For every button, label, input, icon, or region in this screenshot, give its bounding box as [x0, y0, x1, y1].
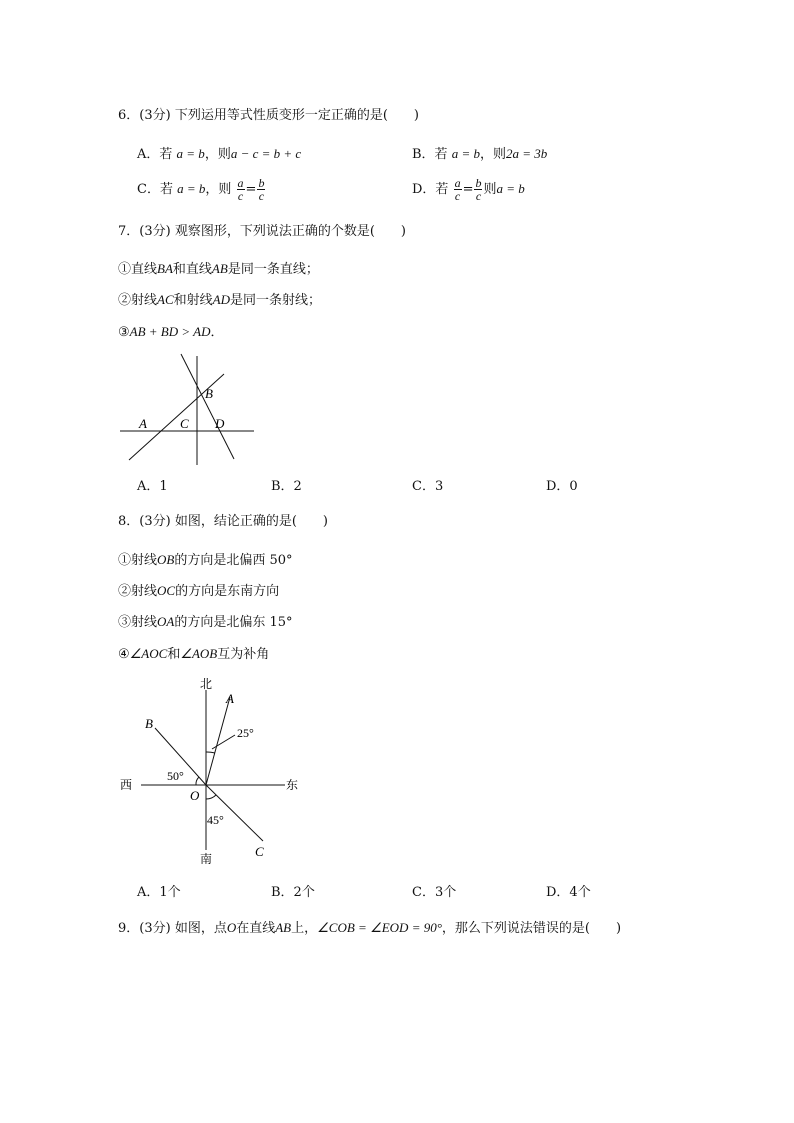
q8-label-south: 南	[200, 852, 213, 866]
q8-figure	[116, 672, 306, 872]
q6-d-label: D．若	[412, 182, 449, 197]
q7-statement-2: ②射线AC和射线AD是同一条射线；	[118, 292, 322, 308]
q8-ray-oa	[206, 697, 230, 785]
q8-pointer-25	[212, 735, 235, 749]
q7-label-c: C	[180, 416, 189, 431]
q8-label-45: 45°	[207, 813, 224, 827]
q6-option-b	[412, 146, 547, 163]
q8-label-west: 西	[120, 778, 133, 792]
q8-statement-2: ②射线OC的方向是东南方向	[118, 583, 280, 599]
q8-label-b: B	[145, 716, 153, 731]
q7-statement-3: ③AB + BD > AD．	[118, 324, 224, 340]
q7-label-b: B	[205, 386, 213, 401]
q6-b-result: 2a = 3b	[506, 146, 548, 161]
q6-b-cond: a = b	[451, 146, 480, 161]
q8-label-a: A	[226, 691, 234, 706]
q6-d-eq: =	[462, 182, 474, 197]
q7-option-c: C．3	[412, 479, 444, 494]
q8-label-north: 北	[200, 677, 213, 691]
q7-stem: 7．(3分) 观察图形，下列说法正确的个数是( )	[118, 224, 406, 239]
q7-label-a: A	[139, 416, 147, 431]
q6-d-mid: 则	[483, 182, 497, 197]
q6-a-mid: ，则	[204, 147, 231, 162]
q6-stem: 6．(3分) 下列运用等式性质变形一定正确的是( )	[118, 108, 419, 123]
q7-option-b: B．2	[271, 479, 302, 494]
q8-arc-25	[206, 752, 215, 753]
q6-c-frac-right: $\frac{b}{c}$	[258, 176, 265, 203]
q7-label-d: D	[215, 416, 225, 431]
q6-d-frac-right: $\frac{b}{c}$	[475, 176, 482, 203]
q6-option-a	[137, 146, 301, 163]
q6-option-c	[137, 172, 266, 207]
q8-label-c: C	[255, 844, 264, 859]
q6-c-mid: ，则	[205, 182, 232, 197]
q8-label-o: O	[190, 788, 200, 803]
q8-label-east: 东	[286, 778, 299, 792]
q8-stem: 8．(3分) 如图，结论正确的是( )	[118, 514, 328, 529]
q6-a-label: A．若	[137, 147, 173, 162]
q6-c-label: C．若	[137, 182, 173, 197]
q6-d-result: a = b	[496, 181, 525, 196]
q7-statement-1: ①直线BA和直线AB是同一条直线；	[118, 261, 319, 277]
q8-option-d: D．4个	[546, 885, 591, 900]
q6-c-frac-left: $\frac{a}{c}$	[237, 176, 244, 203]
q8-statement-4: ④∠AOC和∠AOB互为补角	[118, 646, 270, 662]
q8-label-50: 50°	[167, 769, 184, 783]
q6-a-result: a − c = b + c	[230, 146, 302, 161]
q6-a-cond: a = b	[176, 146, 205, 161]
q9-stem: 9．(3分) 如图，点O在直线AB上，∠COB = ∠EOD = 90°，那么下列说法错误的是( )	[118, 920, 622, 936]
q7-option-a: A．1	[137, 479, 168, 494]
q6-c-cond: a = b	[177, 181, 206, 196]
q8-label-25: 25°	[237, 726, 254, 740]
q6-b-label: B．若	[412, 147, 448, 162]
q8-arc-45	[206, 795, 216, 799]
q7-line-bd	[181, 354, 234, 459]
q6-d-frac-left: $\frac{a}{c}$	[454, 176, 461, 203]
q8-statement-3: ③射线OA的方向是北偏东 15°	[118, 614, 293, 630]
q6-b-mid: ，则	[479, 147, 506, 162]
q8-option-a: A．1个	[137, 885, 181, 900]
q7-figure	[118, 352, 258, 468]
q7-option-d: D．0	[546, 479, 578, 494]
q8-statement-1: ①射线OB的方向是北偏西 50°	[118, 552, 293, 568]
q8-option-c: C．3个	[412, 885, 457, 900]
q6-option-d	[412, 172, 525, 207]
q8-option-b: B．2个	[271, 885, 315, 900]
q6-c-eq: =	[245, 182, 257, 197]
q8-arc-50	[196, 777, 199, 785]
